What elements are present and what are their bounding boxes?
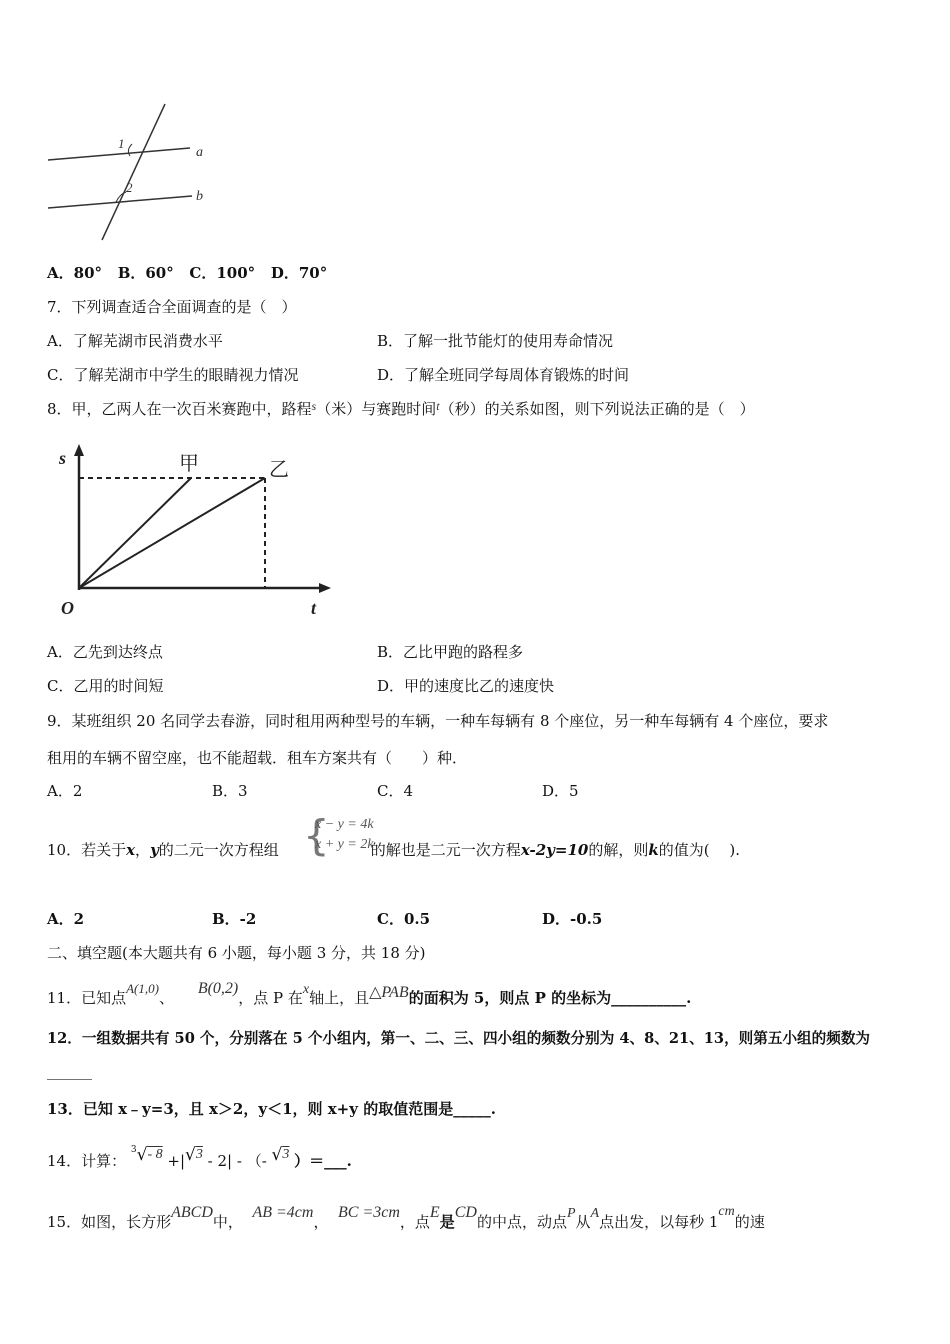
system-eq2: x + y = 2k bbox=[315, 837, 374, 852]
q9-option-b: B．3 bbox=[212, 782, 248, 800]
parallel-lines-figure bbox=[40, 100, 220, 245]
s-axis-arrow bbox=[74, 444, 84, 456]
yi-line bbox=[79, 478, 265, 588]
q10-option-a: A．2 bbox=[47, 910, 85, 928]
q7-option-c: C．了解芜湖市中学生的眼睛视力情况 bbox=[47, 366, 299, 384]
q9-line2: 租用的车辆不留空座，也不能超载．租车方案共有（ ）种． bbox=[47, 749, 468, 767]
section-fill-blank-heading: 二、填空题(本大题共有 6 小题，每小题 3 分，共 18 分) bbox=[47, 944, 426, 962]
line-b-label: b bbox=[196, 189, 203, 204]
jia-line bbox=[79, 478, 191, 588]
system-eq1: x − y = 4k bbox=[315, 817, 374, 832]
var-s: s bbox=[311, 399, 317, 413]
yi-label: 乙 bbox=[269, 457, 289, 481]
q9-option-d: D．5 bbox=[542, 782, 579, 800]
cube-root-index: 3 bbox=[130, 1145, 137, 1155]
q8-stem: 8．甲，乙两人在一次百米赛跑中，路程$^s$（米）与赛跑时间$^t$（秒）的关系如图，则下列说法正确的是（ ） bbox=[47, 399, 755, 418]
q7-option-a: A．了解芜湖市民消费水平 bbox=[47, 332, 223, 350]
q6-option-a: A．80° bbox=[47, 264, 103, 282]
s-label: s bbox=[59, 448, 67, 468]
origin-label: O bbox=[61, 598, 74, 618]
q10-stem: 10．若关于x，y的二元一次方程组 的解也是二元一次方程x-2y=10的解，则k的值为( ). bbox=[47, 841, 740, 859]
triangle-pab: △PAB bbox=[369, 984, 409, 1001]
q7-option-d: D．了解全班同学每周体育锻炼的时间 bbox=[377, 366, 630, 384]
q11: 11．已知点A(1,0)、 B(0,2)，点 P 在x轴上，且△PAB的面积为 5，则点 P 的坐标为__________. bbox=[47, 980, 692, 1007]
q7-stem: 7．下列调查适合全面调查的是（ ） bbox=[47, 298, 297, 316]
q12-blank: ______ bbox=[47, 1062, 92, 1080]
var-t: t bbox=[436, 399, 440, 413]
q9-option-a: A．2 bbox=[47, 782, 83, 800]
radical-icon: √ bbox=[185, 1145, 196, 1165]
q7-option-b: B．了解一批节能灯的使用寿命情况 bbox=[377, 332, 614, 350]
system-brace: { bbox=[303, 811, 330, 860]
q10-option-c: C．0.5 bbox=[377, 910, 431, 928]
angle-1-label: 1 bbox=[118, 136, 125, 151]
radical-icon: √ bbox=[136, 1145, 148, 1165]
point-a: A(1,0) bbox=[126, 981, 159, 996]
t-label: t bbox=[311, 598, 317, 618]
angle-2-label: 2 bbox=[126, 180, 133, 195]
q14: 14．计算： $^3$√- 8 +|√3 - 2| - （- √3 ）＝___. bbox=[47, 1145, 352, 1170]
jia-label: 甲 bbox=[179, 451, 199, 475]
race-graph bbox=[45, 440, 345, 620]
q6-options bbox=[47, 262, 327, 283]
q15: 15．如图，长方形ABCD中， AB =4cm， BC =3cm，点E是CD的中点，动点P从A点出发，以每秒 1cm的速 bbox=[47, 1204, 765, 1231]
q10-option-d: D．-0.5 bbox=[542, 910, 603, 928]
q8-option-d: D．甲的速度比乙的速度快 bbox=[377, 677, 555, 695]
q9-line1: 9．某班组织 20 名同学去春游，同时租用两种型号的车辆，一种车每辆有 8 个座位，另一种车每辆有 4 个座位，要求 bbox=[47, 712, 829, 730]
q9-option-c: C．4 bbox=[377, 782, 414, 800]
q8-option-a: A．乙先到达终点 bbox=[47, 643, 163, 661]
radical-icon: √ bbox=[271, 1145, 283, 1165]
q6-option-b: B．60° bbox=[117, 264, 174, 282]
angle-1-arc bbox=[128, 144, 132, 156]
point-b: B(0,2) bbox=[197, 980, 239, 997]
q12-line1: 12．一组数据共有 50 个，分别落在 5 个小组内，第一、二、三、四小组的频数分别为 4、8、21、13，则第五小组的频数为 bbox=[47, 1030, 871, 1047]
q8-option-b: B．乙比甲跑的路程多 bbox=[377, 643, 524, 661]
t-axis-arrow bbox=[319, 583, 331, 593]
q13: 13．已知 x﹣y=3，且 x＞2，y＜1，则 x+y 的取值范围是_____. bbox=[47, 1100, 496, 1118]
q6-option-d: D．70° bbox=[270, 264, 328, 282]
q8-option-c: C．乙用的时间短 bbox=[47, 677, 164, 695]
q10-option-b: B．-2 bbox=[212, 910, 257, 928]
q6-option-c: C．100° bbox=[189, 264, 256, 282]
transversal bbox=[102, 104, 165, 240]
line-a-label: a bbox=[196, 145, 203, 160]
